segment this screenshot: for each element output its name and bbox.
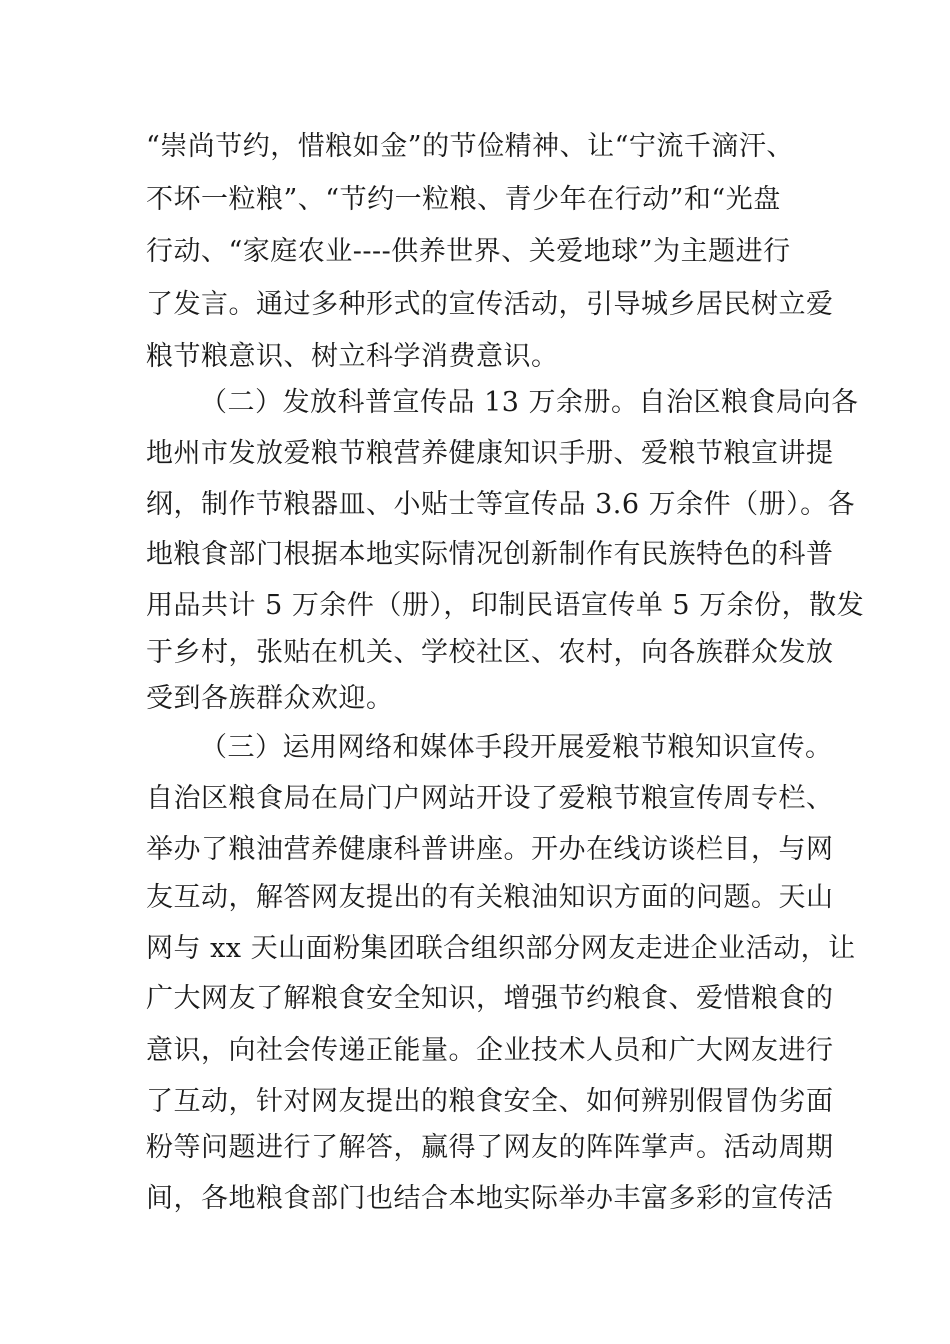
text-line: 受到各族群众欢迎。	[146, 683, 394, 714]
text-line: 用品共计 5 万余件（册），印制民语宣传单 5 万余份，散发	[146, 590, 865, 621]
text-line: 意识，向社会传递正能量。企业技术人员和广大网友进行	[146, 1035, 834, 1066]
text-line: 间，各地粮食部门也结合本地实际举办丰富多彩的宣传活	[146, 1183, 834, 1214]
text-line: 粮节粮意识、树立科学消费意识。	[146, 341, 559, 372]
text-line: 广大网友了解粮食安全知识，增强节约粮食、爱惜粮食的	[146, 983, 834, 1014]
text-line: 不坏一粒粮”、“节约一粒粮、青少年在行动”和“光盘	[146, 184, 781, 215]
text-line: 举办了粮油营养健康科普讲座。开办在线访谈栏目，与网	[146, 834, 834, 865]
text-line: 纲，制作节粮器皿、小贴士等宣传品 3.6 万余件（册）。各	[146, 489, 856, 520]
text-line: 了发言。通过多种形式的宣传活动，引导城乡居民树立爱	[146, 289, 834, 320]
text-line: 友互动，解答网友提出的有关粮油知识方面的问题。天山	[146, 882, 834, 913]
text-line: 行动、“家庭农业----供养世界、关爱地球”为主题进行	[146, 236, 791, 267]
text-line: 地粮食部门根据本地实际情况创新制作有民族特色的科普	[146, 539, 834, 570]
text-line: 粉等问题进行了解答，赢得了网友的阵阵掌声。活动周期	[146, 1132, 834, 1163]
text-line: 自治区粮食局在局门户网站开设了爱粮节粮宣传周专栏、	[146, 783, 834, 814]
text-line: 于乡村，张贴在机关、学校社区、农村，向各族群众发放	[146, 637, 834, 668]
paragraph-start-line: （二）发放科普宣传品 13 万余册。自治区粮食局向各	[200, 387, 859, 418]
text-line: 地州市发放爱粮节粮营养健康知识手册、爱粮节粮宣讲提	[146, 438, 834, 469]
text-line: “崇尚节约，惜粮如金”的节俭精神、让“宁流千滴汗、	[146, 131, 794, 162]
paragraph-start-line: （三）运用网络和媒体手段开展爱粮节粮知识宣传。	[200, 732, 833, 763]
text-line: 了互动，针对网友提出的粮食安全、如何辨别假冒伪劣面	[146, 1086, 834, 1117]
text-line: 网与 xx 天山面粉集团联合组织部分网友走进企业活动，让	[146, 933, 856, 964]
